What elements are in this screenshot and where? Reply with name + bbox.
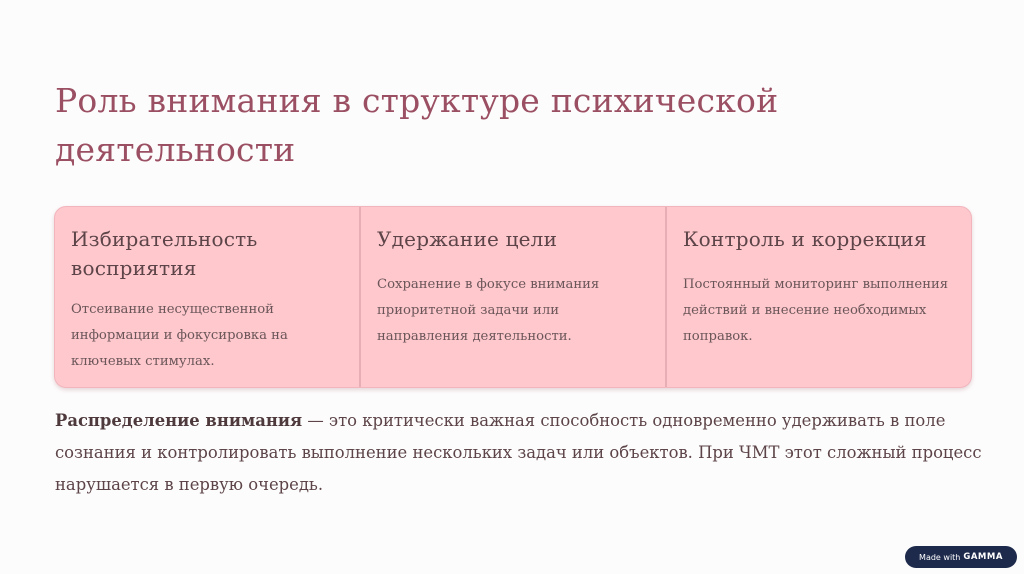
feature-cards	[54, 206, 972, 388]
card-goal-retention	[359, 207, 665, 387]
card-title: Контроль и коррекция	[683, 227, 927, 251]
paragraph-text: — это критически важная способность одновременно удерживать в поле сознания и контролировать выполнение нескольких задач или объектов. При ЧМТ этот сложный процесс нарушается в первую очередь.	[55, 411, 982, 494]
gamma-logo: GAMMA	[963, 552, 1003, 562]
card-title: Избирательность восприятия	[71, 227, 258, 280]
card-text: Постоянный мониторинг выполнения действий и внесение необходимых поправок.	[683, 277, 949, 344]
card-text: Сохранение в фокусе внимания приоритетной задачи или направления деятельности.	[377, 277, 600, 344]
card-control-correction	[665, 207, 971, 387]
badge-prefix: Made with	[919, 552, 961, 562]
card-text: Отсеивание несущественной информации и фокусировка на ключевых стимулах.	[71, 302, 288, 369]
paragraph-bold-term: Распределение внимания	[55, 411, 303, 430]
card-selectivity	[55, 207, 359, 387]
card-title: Удержание цели	[377, 227, 558, 251]
slide-title: Роль внимания в структуре психической деятельности	[55, 81, 779, 169]
body-paragraph	[55, 405, 985, 501]
made-with-gamma-badge[interactable]	[905, 546, 1017, 568]
